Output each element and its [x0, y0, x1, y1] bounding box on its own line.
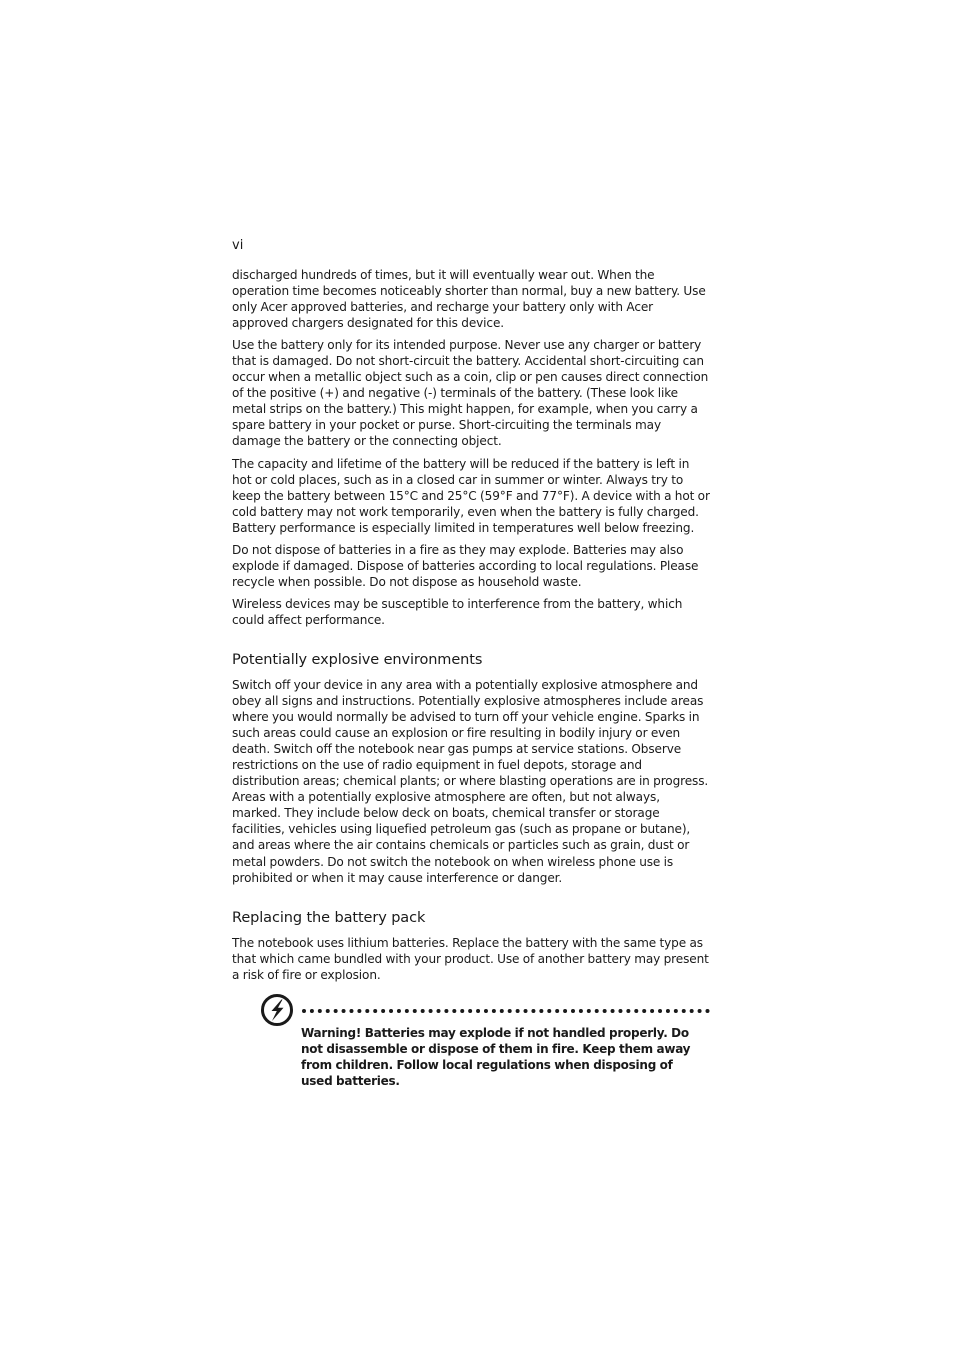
page-content	[232, 267, 710, 1093]
explosive-environments-heading: Potentially explosive environments	[232, 651, 483, 668]
warning-text: Warning! Batteries may explode if not handled properly. Do not disassemble or dispose of them in fire. Keep them away from children. Follow local regulations when disposing of used batteries.	[301, 1025, 691, 1088]
lightning-warning-icon	[260, 993, 294, 1027]
battery-paragraph-3: The capacity and lifetime of the battery will be reduced if the battery is left in hot or cold places, such as in a closed car in summer or winter. Always try to keep the battery between 15°C and 25°C (59°F and 77°F). A device with a hot or cold battery may not work temporarily, even when the battery is fully charged. Battery performance is especially limited in temperatures well below freezing.	[232, 456, 710, 535]
battery-paragraph-2: Use the battery only for its intended purpose. Never use any charger or battery that is damaged. Do not short-circuit the battery. Accidental short-circuiting can occur when a metallic object such as a coin, clip or pen causes direct connection of the positive (+) and negative (-) terminals of the battery. (These look like metal strips on the battery.) This might happen, for example, when you carry a spare battery in your pocket or purse. Short-circuiting the terminals may damage the battery or the connecting object.	[232, 338, 709, 449]
battery-paragraph-5: Wireless devices may be susceptible to interference from the battery, which could affect performance.	[232, 596, 683, 627]
warning-divider	[302, 1009, 710, 1013]
battery-paragraph-1: discharged hundreds of times, but it will eventually wear out. When the operation time becomes noticeably shorter than normal, buy a new battery. Use only Acer approved batteries, and recharge your battery only with Acer approved chargers designated for this device.	[232, 268, 706, 331]
explosive-environments-body: Switch off your device in any area with a potentially explosive atmosphere and obey all signs and instructions. Potentially explosive atmospheres include areas where you would normally be advised to turn off your vehicle engine. Sparks in such areas could cause an explosion or fire resulting in bodily injury or even death. Switch off the notebook near gas pumps at service stations. Observe restrictions on the use of radio equipment in fuel depots, storage and distribution areas; chemical plants; or where blasting operations are in progress. Areas with a potentially explosive atmosphere are often, but not always, marked. They include below deck on boats, chemical transfer or storage facilities, vehicles using liquefied petroleum gas (such as propane or butane), and areas where the air contains chemicals or particles such as grain, dust or metal powders. Do not switch the notebook on when wireless phone use is prohibited or when it may cause interference or danger.	[232, 677, 709, 885]
replacing-battery-body: The notebook uses lithium batteries. Replace the battery with the same type as that which came bundled with your product. Use of another battery may present a risk of fire or explosion.	[232, 935, 709, 982]
replacing-battery-heading: Replacing the battery pack	[232, 909, 426, 926]
page-number: vi	[232, 238, 244, 253]
warning-callout	[232, 993, 710, 1093]
battery-paragraph-4: Do not dispose of batteries in a fire as they may explode. Batteries may also explode if damaged. Dispose of batteries according to local regulations. Please recycle when possible. Do not dispose as household waste.	[232, 542, 699, 589]
